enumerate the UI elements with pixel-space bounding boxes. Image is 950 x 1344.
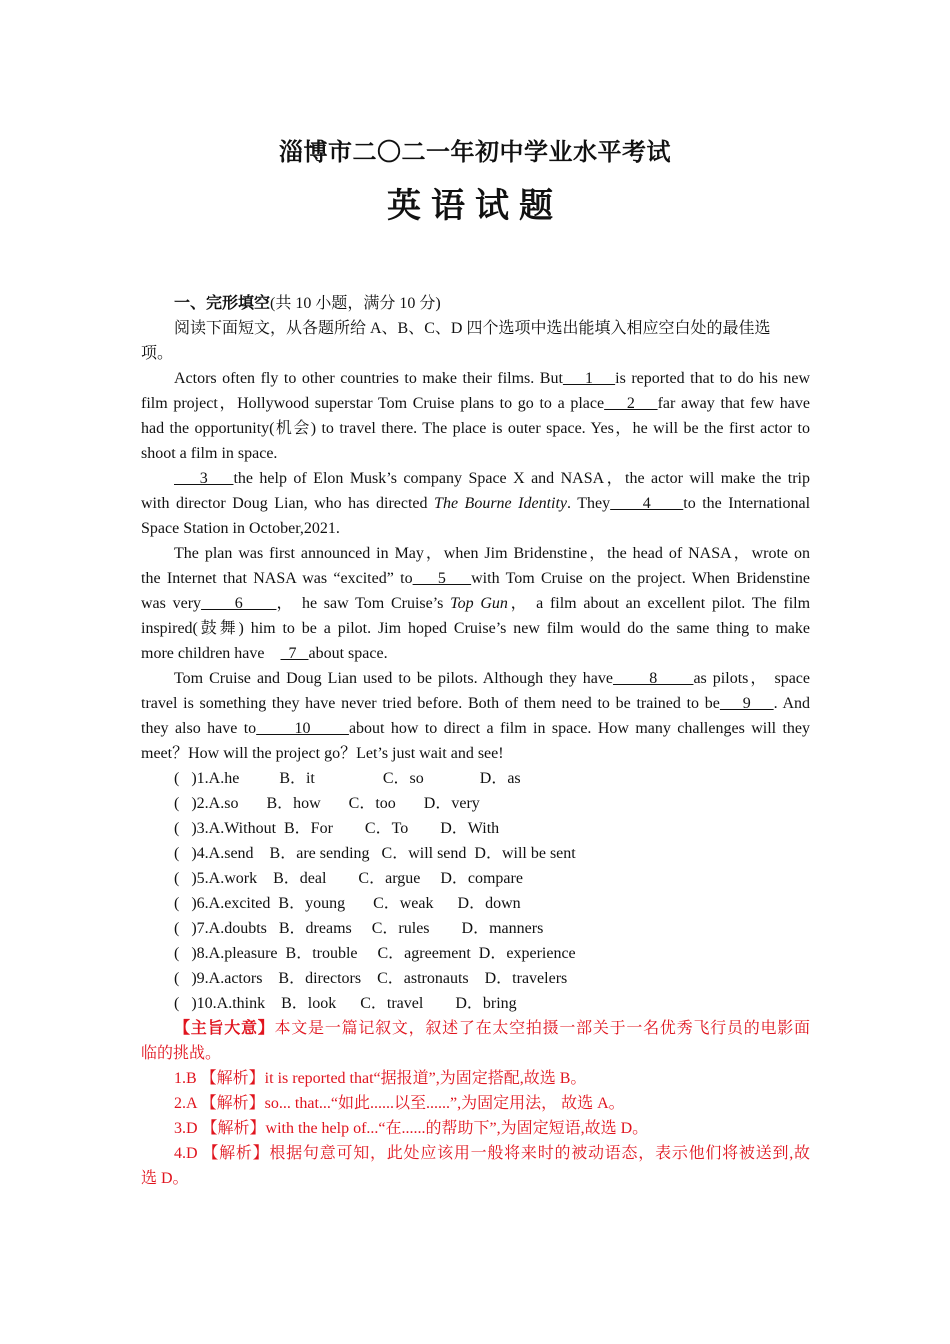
blank-6: 6	[201, 595, 277, 612]
passage-line: they also have to 10 about how to direct a film in space. How many challenges will they	[141, 720, 811, 737]
question-item: ( )10.A.think B．look C．travel D．bring	[174, 995, 517, 1012]
main-idea-cont: 临的挑战。	[141, 1045, 222, 1062]
passage-line: the Internet that NASA was “excited” to 5 with Tom Cruise on the project. When Bridenstine	[141, 570, 811, 587]
blank-5: 5	[412, 570, 472, 587]
answer-explanation: 1.B 【解析】it is reported that“据报道”,为固定搭配,故选 B。	[174, 1070, 587, 1087]
main-idea: 【主旨大意】本文是一篇记叙文，叙述了在太空拍摄一部关于一名优秀飞行员的电影面	[174, 1020, 810, 1037]
blank-3: 3	[174, 470, 234, 487]
passage-line: with director Doug Lian, who has directed The Bourne Identity. They 4 to the International	[141, 495, 811, 512]
blank-4: 4	[610, 495, 684, 512]
film-title: The Bourne Identity	[434, 495, 568, 512]
question-item: ( )1.A.he B．it C．so D．as	[174, 770, 521, 787]
blank-8: 8	[613, 670, 694, 687]
passage-line: more children have 7 about space.	[141, 645, 388, 662]
blank-7: 7	[280, 645, 309, 662]
passage-line: was very 6 ， he saw Tom Cruise’s Top Gun， a film about an excellent pilot. The film	[141, 595, 811, 612]
exam-body	[141, 291, 810, 1191]
blank-2: 2	[604, 395, 658, 412]
passage-line: The plan was first announced in May，when Jim Bridenstine，the head of NASA，wrote on	[174, 545, 810, 562]
answer-explanation: 4.D 【解析】根据句意可知，此处应该用一般将来时的被动语态，表示他们将被送到,故	[174, 1145, 810, 1162]
section-heading: 一、完形填空(共 10 小题，满分 10 分)	[174, 295, 441, 312]
blank-10: 10	[256, 720, 349, 737]
answer-explanation: 2.A 【解析】so... that...“如此......以至......”,为固定用法， 故选 A。	[174, 1095, 625, 1112]
instruction-line: 阅读下面短文，从各题所给 A、B、C、D 四个选项中选出能填入相应空白处的最佳选	[174, 320, 771, 337]
passage-line: shoot a film in space.	[141, 445, 278, 462]
instruction-line: 项。	[141, 345, 174, 362]
question-item: ( )6.A.excited B．young C．weak D．down	[174, 895, 521, 912]
exam-title: 淄博市二〇二一年初中学业水平考试	[279, 140, 671, 166]
answer-explanation-cont: 选 D。	[141, 1170, 189, 1187]
question-item: ( )4.A.send B．are sending C．will send D．will be sent	[174, 845, 576, 862]
passage-line: Actors often fly to other countries to make their films. But 1 is reported that to do his new	[174, 370, 811, 387]
passage-line: film project，Hollywood superstar Tom Cruise plans to go to a place 2 far away that few have	[141, 395, 810, 412]
subject-title: 英语试题	[387, 188, 563, 225]
passage-line: travel is something they have never tried before. Both of them need to be trained to be 9 . And	[141, 695, 811, 712]
passage-line: had the opportunity(机会) to travel there. The place is outer space. Yes，he will be the first actor to	[141, 420, 810, 437]
question-item: ( )5.A.work B．deal C．argue D．compare	[174, 870, 523, 887]
passage-line: Tom Cruise and Doug Lian used to be pilots. Although they have 8 as pilots， space	[174, 670, 811, 687]
passage-line: 3 the help of Elon Musk’s company Space X and NASA，the actor will make the trip	[174, 470, 811, 487]
passage-line: inspired(鼓舞) him to be a pilot. Jim hoped Cruise’s new film would do the same thing to make	[141, 620, 810, 637]
blank-9: 9	[719, 695, 774, 712]
blank-1: 1	[562, 370, 616, 387]
question-item: ( )9.A.actors B．directors C．astronauts D．travelers	[174, 970, 568, 987]
answer-explanation: 3.D 【解析】with the help of...“在......的帮助下”,为固定短语,故选 D。	[174, 1120, 649, 1137]
film-title: Top Gun	[450, 595, 508, 612]
question-item: ( )8.A.pleasure B．trouble C．agreement D．experience	[174, 945, 576, 962]
question-item: ( )3.A.Without B．For C．To D．With	[174, 820, 500, 837]
passage-line: Space Station in October,2021.	[141, 520, 340, 537]
passage-line: meet？How will the project go？Let’s just wait and see!	[141, 745, 504, 762]
question-item: ( )7.A.doubts B．dreams C．rules D．manners	[174, 920, 544, 937]
question-item: ( )2.A.so B．how C．too D．very	[174, 795, 480, 812]
